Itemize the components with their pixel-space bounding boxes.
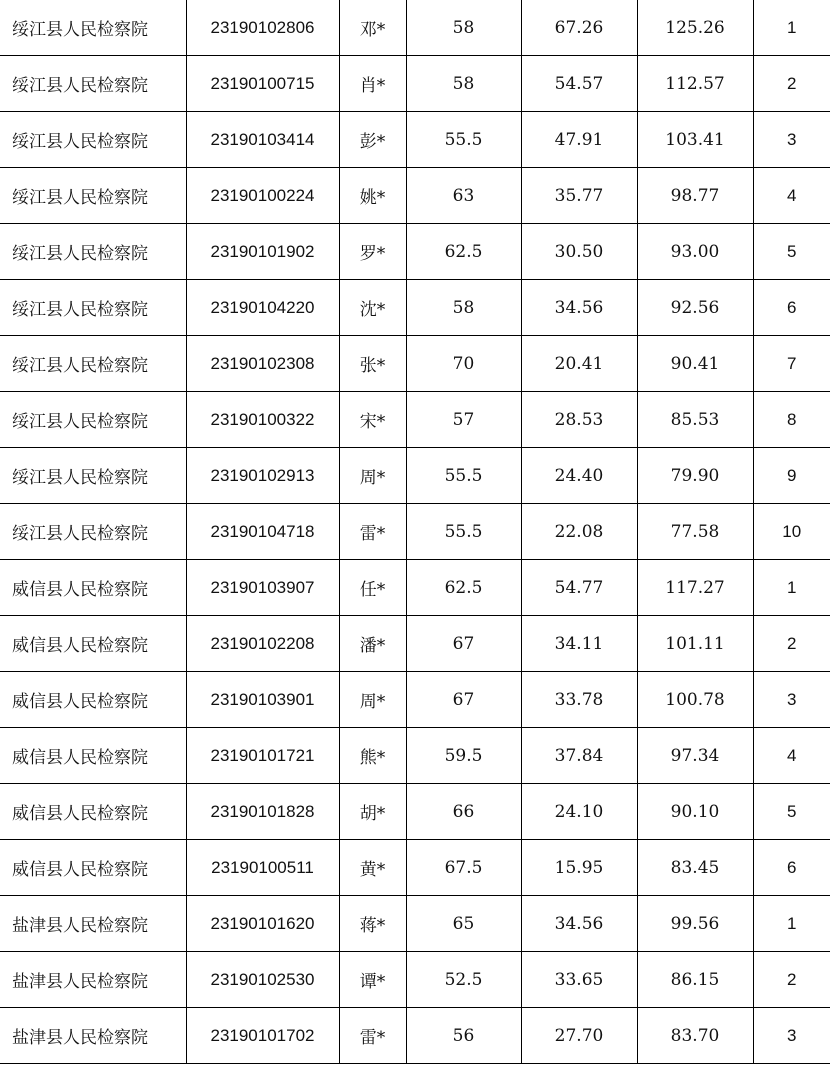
table-row [0, 840, 830, 896]
cell-exam-id: 23190103907 [186, 560, 339, 616]
cell-total: 93.00 [637, 224, 753, 280]
cell-score-1: 62.5 [406, 224, 521, 280]
cell-total: 92.56 [637, 280, 753, 336]
cell-score-1: 55.5 [406, 504, 521, 560]
cell-total: 125.26 [637, 0, 753, 56]
cell-score-1: 58 [406, 56, 521, 112]
cell-total: 77.58 [637, 504, 753, 560]
cell-score-2: 35.77 [521, 168, 637, 224]
cell-score-2: 20.41 [521, 336, 637, 392]
cell-name: 雷* [339, 1008, 406, 1064]
cell-exam-id: 23190101702 [186, 1008, 339, 1064]
cell-rank: 5 [753, 224, 830, 280]
cell-unit: 绥江县人民检察院 [0, 112, 186, 168]
cell-unit: 绥江县人民检察院 [0, 168, 186, 224]
cell-name: 胡* [339, 784, 406, 840]
table-row [0, 224, 830, 280]
cell-total: 83.45 [637, 840, 753, 896]
cell-score-2: 33.78 [521, 672, 637, 728]
cell-rank: 2 [753, 616, 830, 672]
table-row [0, 952, 830, 1008]
cell-score-2: 24.40 [521, 448, 637, 504]
cell-rank: 2 [753, 56, 830, 112]
cell-name: 肖* [339, 56, 406, 112]
table-row [0, 896, 830, 952]
cell-name: 周* [339, 672, 406, 728]
cell-unit: 绥江县人民检察院 [0, 56, 186, 112]
cell-exam-id: 23190101828 [186, 784, 339, 840]
cell-unit: 威信县人民检察院 [0, 728, 186, 784]
cell-rank: 3 [753, 672, 830, 728]
cell-total: 83.70 [637, 1008, 753, 1064]
cell-score-2: 34.56 [521, 896, 637, 952]
cell-rank: 4 [753, 168, 830, 224]
table-row [0, 784, 830, 840]
cell-score-2: 34.11 [521, 616, 637, 672]
table-row [0, 336, 830, 392]
cell-rank: 2 [753, 952, 830, 1008]
cell-exam-id: 23190102913 [186, 448, 339, 504]
cell-score-1: 66 [406, 784, 521, 840]
cell-exam-id: 23190100322 [186, 392, 339, 448]
cell-name: 熊* [339, 728, 406, 784]
cell-total: 98.77 [637, 168, 753, 224]
cell-exam-id: 23190102208 [186, 616, 339, 672]
cell-score-2: 47.91 [521, 112, 637, 168]
cell-rank: 6 [753, 840, 830, 896]
cell-score-1: 70 [406, 336, 521, 392]
cell-total: 100.78 [637, 672, 753, 728]
cell-rank: 9 [753, 448, 830, 504]
cell-unit: 绥江县人民检察院 [0, 448, 186, 504]
cell-exam-id: 23190104220 [186, 280, 339, 336]
cell-name: 彭* [339, 112, 406, 168]
cell-score-1: 63 [406, 168, 521, 224]
cell-name: 周* [339, 448, 406, 504]
cell-exam-id: 23190100224 [186, 168, 339, 224]
cell-total: 103.41 [637, 112, 753, 168]
cell-score-2: 54.77 [521, 560, 637, 616]
cell-rank: 5 [753, 784, 830, 840]
cell-name: 黄* [339, 840, 406, 896]
table-row [0, 112, 830, 168]
cell-exam-id: 23190102308 [186, 336, 339, 392]
cell-score-2: 24.10 [521, 784, 637, 840]
table-row [0, 392, 830, 448]
cell-score-1: 58 [406, 0, 521, 56]
cell-score-1: 56 [406, 1008, 521, 1064]
cell-name: 潘* [339, 616, 406, 672]
cell-exam-id: 23190101620 [186, 896, 339, 952]
cell-unit: 绥江县人民检察院 [0, 336, 186, 392]
cell-total: 99.56 [637, 896, 753, 952]
cell-score-2: 34.56 [521, 280, 637, 336]
cell-exam-id: 23190100511 [186, 840, 339, 896]
table-row [0, 448, 830, 504]
cell-exam-id: 23190102530 [186, 952, 339, 1008]
cell-exam-id: 23190100715 [186, 56, 339, 112]
cell-total: 90.41 [637, 336, 753, 392]
cell-score-1: 67 [406, 672, 521, 728]
cell-name: 宋* [339, 392, 406, 448]
cell-total: 79.90 [637, 448, 753, 504]
cell-score-1: 58 [406, 280, 521, 336]
cell-name: 沈* [339, 280, 406, 336]
cell-total: 85.53 [637, 392, 753, 448]
cell-total: 97.34 [637, 728, 753, 784]
table-row [0, 560, 830, 616]
cell-total: 101.11 [637, 616, 753, 672]
cell-unit: 盐津县人民检察院 [0, 896, 186, 952]
cell-score-2: 67.26 [521, 0, 637, 56]
cell-exam-id: 23190101902 [186, 224, 339, 280]
cell-exam-id: 23190101721 [186, 728, 339, 784]
cell-unit: 盐津县人民检察院 [0, 952, 186, 1008]
cell-score-2: 30.50 [521, 224, 637, 280]
cell-unit: 威信县人民检察院 [0, 560, 186, 616]
cell-score-1: 52.5 [406, 952, 521, 1008]
cell-total: 117.27 [637, 560, 753, 616]
cell-unit: 绥江县人民检察院 [0, 280, 186, 336]
table-row [0, 616, 830, 672]
cell-name: 邓* [339, 0, 406, 56]
cell-rank: 1 [753, 560, 830, 616]
cell-score-2: 15.95 [521, 840, 637, 896]
cell-unit: 绥江县人民检察院 [0, 0, 186, 56]
cell-name: 雷* [339, 504, 406, 560]
cell-score-1: 67.5 [406, 840, 521, 896]
cell-name: 谭* [339, 952, 406, 1008]
cell-total: 86.15 [637, 952, 753, 1008]
cell-unit: 绥江县人民检察院 [0, 504, 186, 560]
cell-total: 90.10 [637, 784, 753, 840]
cell-rank: 3 [753, 112, 830, 168]
cell-rank: 1 [753, 0, 830, 56]
cell-unit: 威信县人民检察院 [0, 840, 186, 896]
table-row [0, 728, 830, 784]
table-row [0, 672, 830, 728]
cell-score-2: 54.57 [521, 56, 637, 112]
cell-rank: 4 [753, 728, 830, 784]
table-row [0, 0, 830, 56]
table-row [0, 1008, 830, 1064]
cell-unit: 绥江县人民检察院 [0, 224, 186, 280]
cell-rank: 3 [753, 1008, 830, 1064]
cell-rank: 1 [753, 896, 830, 952]
cell-unit: 威信县人民检察院 [0, 616, 186, 672]
cell-score-1: 67 [406, 616, 521, 672]
cell-exam-id: 23190103901 [186, 672, 339, 728]
cell-unit: 绥江县人民检察院 [0, 392, 186, 448]
cell-rank: 6 [753, 280, 830, 336]
cell-score-2: 37.84 [521, 728, 637, 784]
cell-rank: 7 [753, 336, 830, 392]
cell-unit: 盐津县人民检察院 [0, 1008, 186, 1064]
cell-name: 姚* [339, 168, 406, 224]
table-row [0, 168, 830, 224]
cell-score-1: 65 [406, 896, 521, 952]
cell-rank: 8 [753, 392, 830, 448]
cell-total: 112.57 [637, 56, 753, 112]
cell-score-1: 55.5 [406, 448, 521, 504]
cell-exam-id: 23190104718 [186, 504, 339, 560]
cell-rank: 10 [753, 504, 830, 560]
cell-score-2: 33.65 [521, 952, 637, 1008]
cell-name: 罗* [339, 224, 406, 280]
table-row [0, 504, 830, 560]
cell-exam-id: 23190103414 [186, 112, 339, 168]
cell-score-1: 57 [406, 392, 521, 448]
cell-name: 张* [339, 336, 406, 392]
cell-score-2: 28.53 [521, 392, 637, 448]
cell-unit: 威信县人民检察院 [0, 672, 186, 728]
table-row [0, 56, 830, 112]
cell-score-1: 62.5 [406, 560, 521, 616]
cell-score-1: 55.5 [406, 112, 521, 168]
table-row [0, 280, 830, 336]
cell-score-2: 27.70 [521, 1008, 637, 1064]
cell-name: 蒋* [339, 896, 406, 952]
cell-unit: 威信县人民检察院 [0, 784, 186, 840]
cell-score-2: 22.08 [521, 504, 637, 560]
cell-exam-id: 23190102806 [186, 0, 339, 56]
cell-score-1: 59.5 [406, 728, 521, 784]
cell-name: 任* [339, 560, 406, 616]
